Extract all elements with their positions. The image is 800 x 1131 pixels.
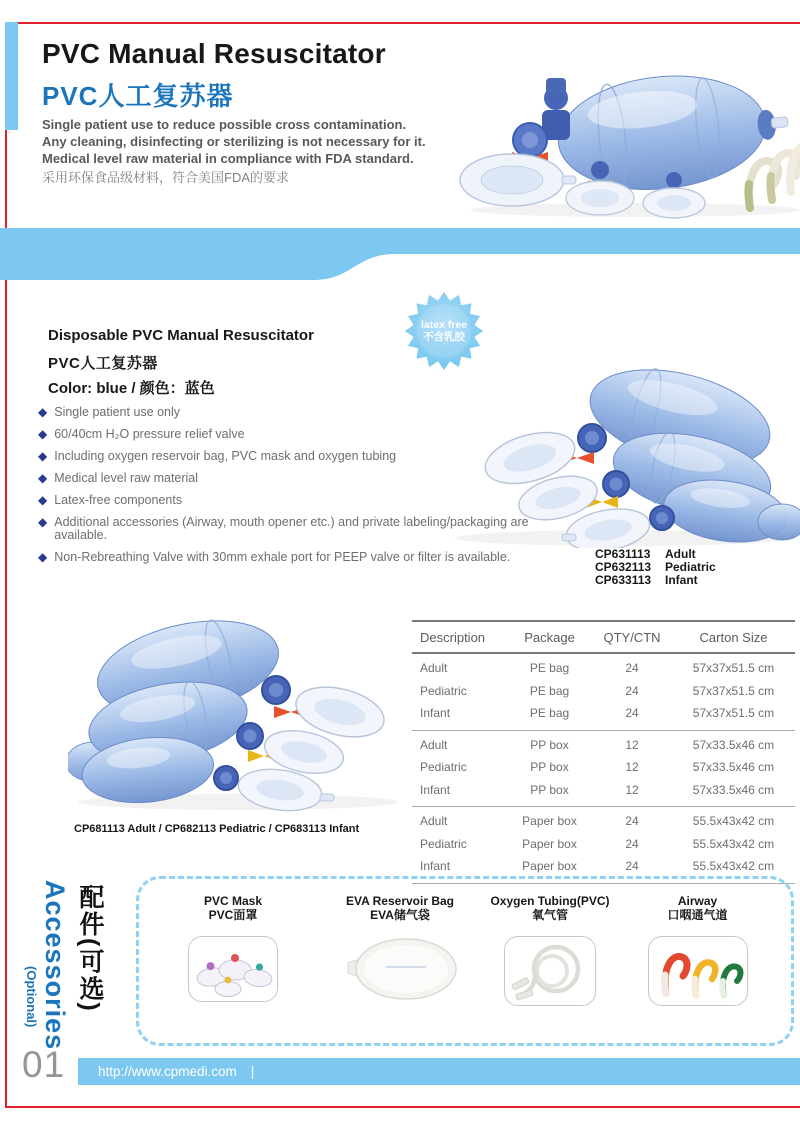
oxygen-tubing-photo [506,939,594,1003]
table-cell: 57x33.5x46 cm [692,737,775,752]
eva-reservoir-bag-photo [342,936,458,1002]
table-cell: Infant [420,782,451,797]
spec-table-header-cell: Description [420,629,486,645]
accessories-label-vertical [24,880,70,1050]
feature-bullet [38,551,558,564]
spec-table-header-row [412,620,795,654]
table-cell: Pediatric [420,760,467,775]
table-cell: 24 [625,836,639,851]
product-photo-resuscitator-set-top [450,48,800,220]
spec-table [412,620,795,884]
badge-text-en: latex free [420,319,468,331]
accessory-name-zh: 氧气管 [531,908,568,922]
feature-text: 60/40cm H₂O pressure relief valve [54,427,245,441]
product-photo-three-resuscitators-left [68,610,410,812]
table-cell: Adult [420,814,448,829]
accessory-name-en: PVC Mask [203,894,263,908]
table-row [412,779,795,802]
table-row [412,810,795,833]
website-url[interactable]: http://www.cpmedi.com [98,1064,237,1079]
table-cell: 57x37x51.5 cm [692,661,775,676]
table-cell: 12 [625,782,639,797]
model-code: CP631113 [595,547,651,561]
table-cell: 24 [625,814,639,829]
page-title: PVC Manual Resuscitator [42,38,386,69]
feature-text: Additional accessories (Airway, mouth opener etc.) and private labeling/packaging are available. [54,515,529,542]
website-bar [78,1058,800,1085]
accessory-item-airway [640,894,755,1006]
accessories-label-en: Accessories [40,880,70,1051]
diamond-bullet-icon: ◆ [38,515,48,529]
spec-table-header-cell: Carton Size [699,629,768,645]
pvc-mask-photo [190,939,276,999]
model-size: Infant [665,573,698,587]
feature-text: Latex-free components [54,493,183,507]
blue-divider-band [0,228,800,282]
section-title-zh: PVC人工复苏器 [48,355,158,372]
page-number: 01 [22,1044,66,1085]
spec-table-group [412,807,795,884]
website-separator: | [250,1064,255,1079]
table-cell: 55.5x43x42 cm [692,859,775,874]
table-cell: 24 [625,706,639,721]
diamond-bullet-icon: ◆ [38,493,48,507]
table-cell: PE bag [529,706,570,721]
feature-text: Single patient use only [54,405,181,419]
airways-illustration [748,145,800,208]
diamond-bullet-icon: ◆ [38,405,48,419]
feature-text: Including oxygen reservoir bag, PVC mask and oxygen tubing [54,449,397,463]
accessory-item-oxygen-tubing [480,894,620,1006]
accessory-name-en: Airway [677,894,718,908]
table-cell: 57x37x51.5 cm [692,706,775,721]
table-cell: 24 [625,661,639,676]
accessory-name-en: EVA Reservoir Bag [345,894,455,908]
table-row [412,833,795,856]
table-cell: Pediatric [420,836,467,851]
table-cell: Paper box [522,836,577,851]
diamond-bullet-icon: ◆ [38,427,48,441]
header-description [42,116,426,186]
table-cell: PE bag [529,661,570,676]
table-cell: PP box [530,782,569,797]
table-cell: PP box [530,737,569,752]
spec-table-group [412,654,795,731]
table-cell: 24 [625,859,639,874]
table-cell: Adult [420,661,448,676]
model-code: CP633113 [595,573,652,587]
accessory-name-zh: 口咽通气道 [667,908,728,922]
header-description-line-2: Any cleaning, disinfecting or sterilizing is not necessary for it. [42,134,426,149]
table-cell: Paper box [522,814,577,829]
table-cell: 55.5x43x42 cm [692,814,775,829]
diamond-bullet-icon: ◆ [38,449,48,463]
accessory-item-pvc-mask [178,894,288,1002]
table-row [412,657,795,680]
table-cell: 57x33.5x46 cm [692,782,775,797]
table-cell: Infant [420,859,451,874]
table-row [412,756,795,779]
table-cell: 57x33.5x46 cm [692,760,775,775]
table-cell: Paper box [522,859,577,874]
section-color-note: Color: blue / 颜色：蓝色 [48,380,215,397]
badge-text-zh: 不含乳胶 [423,331,465,343]
page-border-bottom [5,1106,800,1108]
table-row [412,702,795,725]
model-row [595,574,716,587]
spec-table-header-cell: Package [524,629,575,645]
header-description-line-4: 采用环保食品级材料，符合美国FDA的要求 [42,170,290,185]
accessory-name-zh: PVC面罩 [208,908,258,922]
table-cell: 55.5x43x42 cm [692,836,775,851]
feature-text: Non-Rebreathing Valve with 30mm exhale port for PEEP valve or filter is available. [54,550,511,564]
diamond-bullet-icon: ◆ [38,550,48,564]
feature-text: Medical level raw material [54,471,199,485]
table-cell: Infant [420,706,451,721]
model-caption: CP681113 Adult / CP682113 Pediatric / CP683113 Infant [74,823,360,835]
product-photo-three-resuscitators-right [440,356,800,548]
table-cell: Pediatric [420,683,467,698]
accessory-item-eva-reservoir-bag [330,894,470,1002]
accessory-name-zh: EVA储气袋 [370,908,430,922]
page-border-left [5,22,7,1108]
airway-photo [650,939,746,1003]
section-title: Disposable PVC Manual Resuscitator [48,327,314,344]
diamond-bullet-icon: ◆ [38,471,48,485]
table-row [412,855,795,878]
table-cell: 57x37x51.5 cm [692,683,775,698]
header-description-line-3: Medical level raw material in compliance with FDA standard. [42,151,414,166]
table-row [412,734,795,757]
spec-table-header-cell: QTY/CTN [603,629,661,645]
model-size: Pediatric [665,560,716,574]
spec-table-group [412,731,795,808]
table-cell: 24 [625,683,639,698]
accessories-label-zh: 配件(可选) [76,884,104,1013]
accessory-name-en: Oxygen Tubing(PVC) [490,894,610,908]
model-code: CP632113 [595,560,652,574]
table-cell: 12 [625,760,639,775]
accessories-label-note: (Optional) [24,966,39,1028]
model-size: Adult [665,547,696,561]
table-cell: 12 [625,737,639,752]
header-accent-bar [5,22,18,130]
table-cell: PP box [530,760,569,775]
page-border-top [5,22,800,24]
table-row [412,680,795,703]
header-description-line-1: Single patient use to reduce possible cross contamination. [42,117,407,132]
page-title-zh: PVC人工复苏器 [42,81,234,111]
table-cell: Adult [420,737,448,752]
model-code-list [595,548,716,587]
table-cell: PE bag [529,683,570,698]
